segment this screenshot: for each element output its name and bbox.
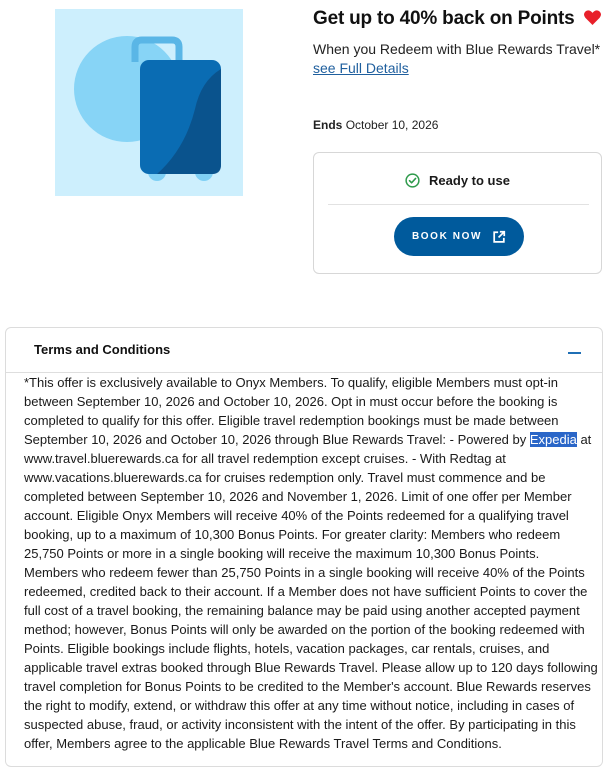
terms-line: redeemed, credited back to their account. If a Member does not have sufficient Points to cover the [24, 584, 588, 599]
terms-line: between September 10, 2026 and October 10, 2026. Opt in must occur before the booking is [24, 394, 558, 409]
terms-header[interactable] [6, 328, 602, 373]
terms-line: 25,750 Points or more in a single booking will receive the maximum 10,300 Bonus Points. [24, 546, 540, 561]
offer-subtitle: When you Redeem with Blue Rewards Travel* [313, 41, 601, 57]
see-full-details-link[interactable]: see Full Details [313, 60, 409, 76]
offer-status-card [313, 152, 602, 274]
terms-line: Members who redeem fewer than 25,750 Points in a single booking will receive 40% of the Points [24, 565, 585, 580]
offer-image [55, 9, 243, 196]
ends-label: Ends [313, 118, 343, 132]
offer-end-date [313, 118, 438, 132]
terms-line: account. Eligible Onyx Members will receive 40% of the Points redeemed for a qualifying travel [24, 508, 569, 523]
terms-line: suspected abuse, fraud, or activity inconsistent with the intent of the offer. By participating in this [24, 717, 576, 732]
external-link-icon [492, 230, 506, 244]
terms-line: September 10, 2026 and October 10, 2026 through Blue Rewards Travel: - Powered by Expedia at [24, 432, 592, 447]
terms-line: applicable travel extras booked through Blue Rewards Travel. Please allow up to 120 days following [24, 660, 598, 675]
status-text: Ready to use [429, 173, 510, 188]
selected-text: Expedia [529, 432, 577, 447]
terms-title: Terms and Conditions [34, 342, 171, 357]
check-circle-icon [405, 173, 420, 188]
minus-icon[interactable] [568, 352, 581, 354]
suitcase-illustration-icon [55, 9, 243, 196]
book-now-button[interactable] [394, 217, 524, 256]
terms-line: www.vacations.bluerewards.ca for cruises redemption only. Travel must commence and be [24, 470, 546, 485]
heart-icon[interactable] [584, 10, 601, 25]
book-now-label: BOOK NOW [411, 231, 483, 242]
terms-line: the right to modify, extend, or withdraw this offer at any time without notice, including in cases of [24, 698, 575, 713]
offer-title: Get up to 40% back on Points [313, 8, 575, 29]
terms-line: www.travel.bluerewards.ca for all travel redemption except cruises. - With Redtag at [24, 451, 506, 466]
terms-line: Points. Eligible bookings include flights, hotels, vacation packages, car rentals, cruises, and [24, 641, 550, 656]
ends-date: October 10, 2026 [345, 118, 439, 132]
terms-line: offer, Members agree to the applicable Blue Rewards Travel Terms and Conditions. [24, 736, 502, 751]
terms-line: completed between September 10, 2026 and November 1, 2026. Limit of one offer per Member [24, 489, 572, 504]
terms-body [24, 373, 598, 753]
status-row [314, 173, 601, 188]
terms-line: method; however, Bonus Points will only be awarded on the portion of the booking redeemed with [24, 622, 585, 637]
terms-line: travel completion for Bonus Points to be credited to the Member's account. Blue Rewards reserves [24, 679, 591, 694]
terms-line: full cost of a travel booking, the remaining balance may be paid using another accepted payment [24, 603, 580, 618]
divider [328, 204, 589, 205]
terms-line: completed to qualify for this offer. Eligible travel redemption bookings must be made between [24, 413, 559, 428]
terms-line: booking, up to a maximum of 10,300 Bonus Points. For greater clarity: Members who redeem [24, 527, 561, 542]
terms-line: *This offer is exclusively available to Onyx Members. To qualify, eligible Members must opt-in [24, 375, 558, 390]
terms-panel [5, 327, 603, 767]
